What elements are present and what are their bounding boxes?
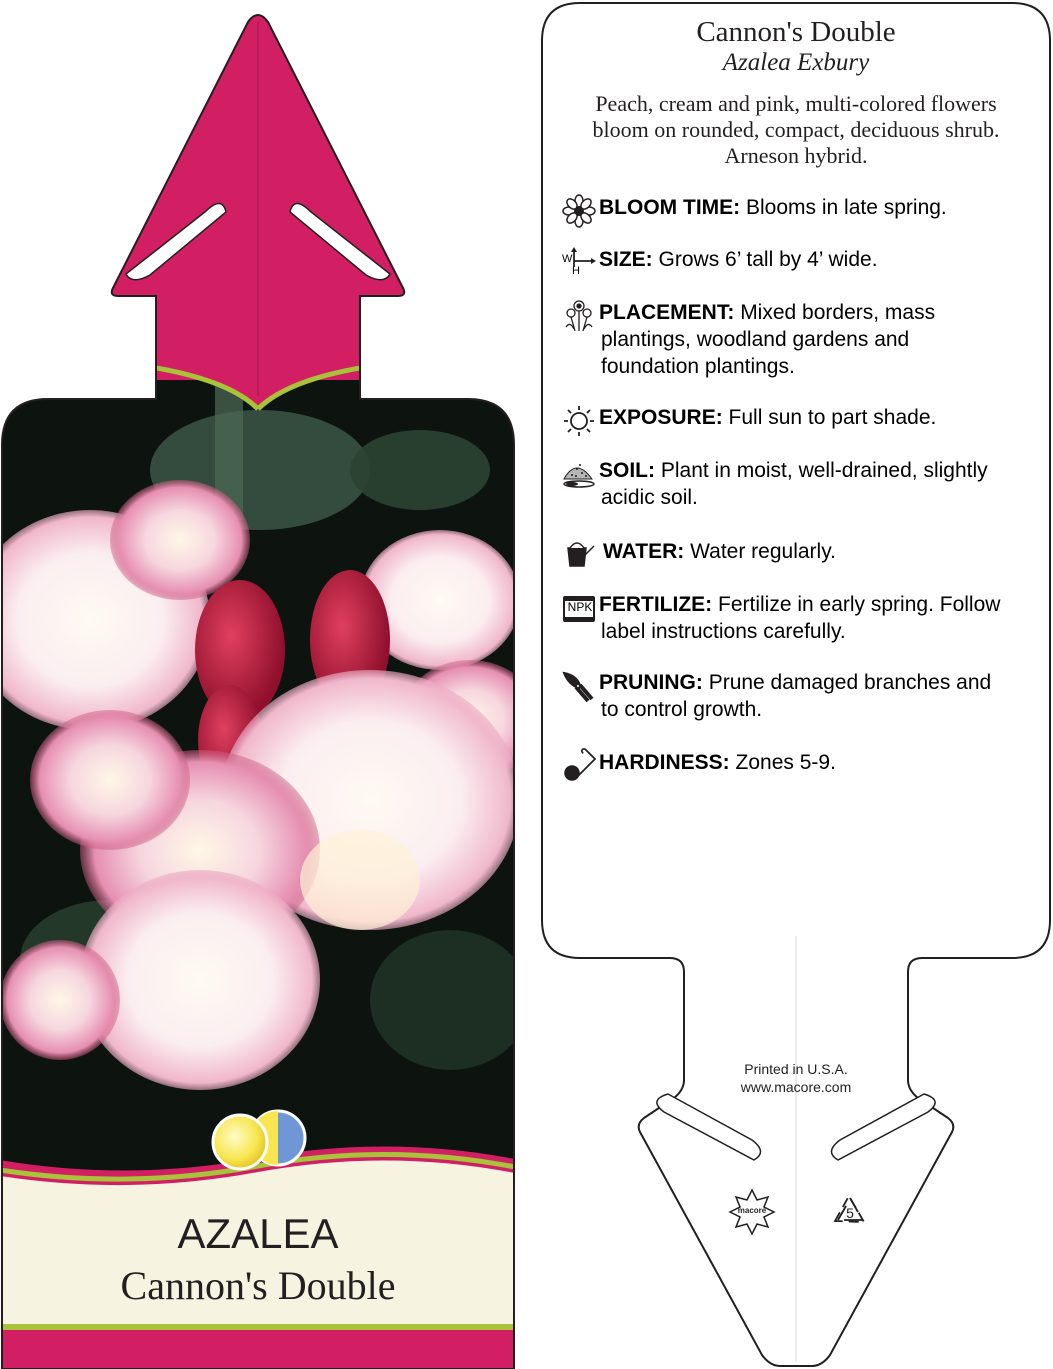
care-text: Plant in moist, well-drained, slightly	[660, 459, 988, 482]
care-text: Grows 6’ tall by 4’ wide.	[658, 248, 878, 271]
description-line: bloom on rounded, compact, deciduous shrub.	[592, 117, 1000, 142]
care-text: Blooms in late spring.	[746, 196, 947, 219]
description	[546, 91, 1046, 169]
soil-icon	[562, 457, 596, 491]
care-text: foundation plantings.	[601, 355, 795, 378]
care-label: FERTILIZE:	[599, 593, 713, 616]
printed-in: Printed in U.S.A.	[744, 1061, 848, 1077]
azalea-photo	[0, 380, 540, 1180]
size-icon-letter: H	[572, 265, 580, 277]
care-text: Full sun to part shade.	[728, 406, 937, 429]
care-text: label instructions carefully.	[601, 620, 846, 643]
front-plant-type: AZALEA	[177, 1210, 339, 1257]
care-label: SOIL:	[599, 459, 655, 482]
sun-icon	[562, 404, 596, 438]
flower-icon	[562, 194, 596, 228]
care-label: WATER:	[603, 540, 685, 563]
care-label: HARDINESS:	[599, 751, 730, 774]
description-line: Peach, cream and pink, multi-colored flowers	[595, 91, 997, 116]
botanical-name: Azalea Exbury	[722, 49, 870, 76]
recycle-code: 5	[846, 1205, 854, 1221]
front-variety-name: Cannon's Double	[120, 1263, 396, 1308]
watering-can-icon	[562, 536, 596, 570]
exposure-sun-shade-icon	[213, 1111, 305, 1169]
care-text: Mixed borders, mass	[740, 301, 936, 324]
care-text: acidic soil.	[601, 486, 698, 509]
care-text: plantings, woodland gardens and	[601, 328, 910, 351]
care-label: EXPOSURE:	[599, 406, 723, 429]
thermometer-icon	[562, 747, 596, 781]
care-text: to control growth.	[601, 698, 763, 721]
fertilizer-icon-label: NPK	[567, 600, 593, 614]
care-text: Zones 5-9.	[735, 751, 836, 774]
care-label: SIZE:	[599, 248, 653, 271]
care-text: Fertilize in early spring. Follow	[718, 593, 1001, 616]
care-text: Prune damaged branches and	[708, 671, 992, 694]
pruners-icon	[562, 669, 596, 703]
description-line: Arneson hybrid.	[724, 143, 868, 168]
care-label: BLOOM TIME:	[599, 196, 741, 219]
variety-title: Cannon's Double	[696, 16, 896, 48]
website: www.macore.com	[740, 1079, 852, 1095]
size-icon-letter: W	[562, 253, 573, 265]
placement-icon	[562, 299, 596, 333]
brand-mark-text: macore	[737, 1206, 767, 1215]
care-label: PRUNING:	[599, 671, 703, 694]
care-text: Water regularly.	[690, 540, 836, 563]
care-label: PLACEMENT:	[599, 301, 735, 324]
